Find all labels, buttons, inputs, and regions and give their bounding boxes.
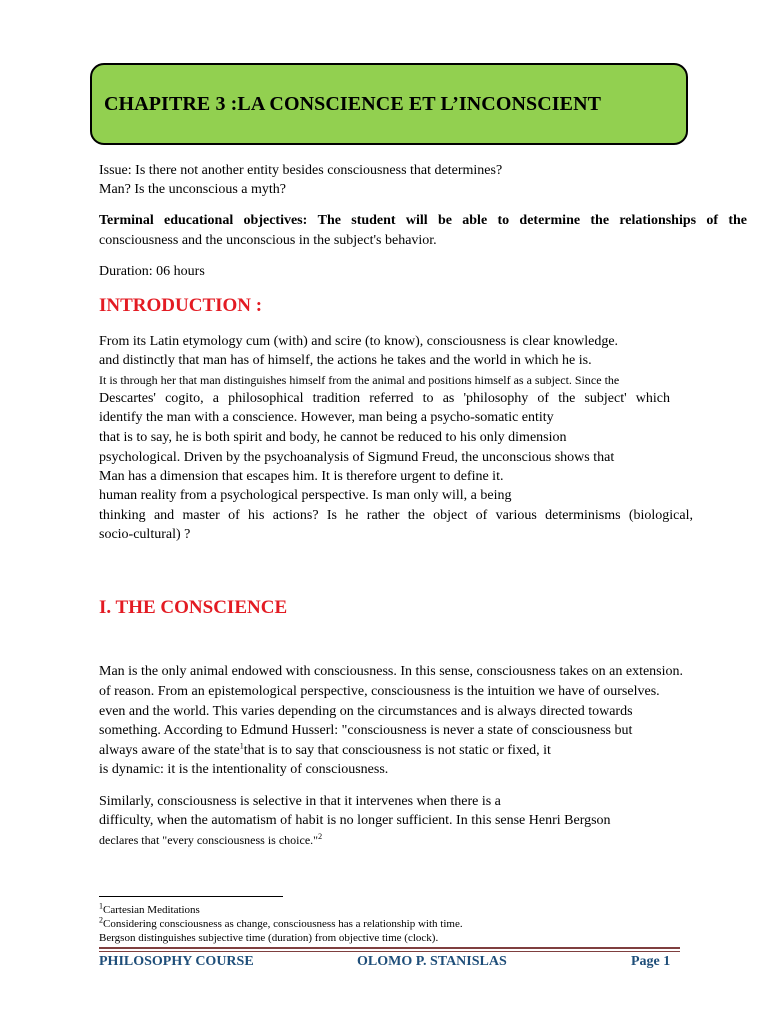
footer-rule <box>99 947 680 949</box>
footer-rule-thin <box>99 951 680 952</box>
footer-author: OLOMO P. STANISLAS <box>357 954 507 969</box>
section-line: of reason. From an epistemological perspective, consciousness is the intuition we have of ourselves. <box>99 684 660 699</box>
footnote-ref-1: 1 <box>239 741 244 751</box>
section-line-with-footnote <box>99 742 551 760</box>
footnote-text: Considering consciousness as change, consciousness has a relationship with time. <box>103 918 463 930</box>
intro-line: and distinctly that man has of himself, the actions he takes and the world in which he is. <box>99 353 592 368</box>
footnote-text: Cartesian Meditations <box>103 904 200 916</box>
issue-line-2: Man? Is the unconscious a myth? <box>99 182 287 197</box>
footnote-number: 1 <box>99 901 103 911</box>
footnote-1 <box>99 903 200 917</box>
intro-line: human reality from a psychological perspective. Is man only will, a being <box>99 488 512 503</box>
section-heading-conscience: I. THE CONSCIENCE <box>99 597 288 618</box>
section-line-with-footnote <box>99 831 322 849</box>
footnote-divider <box>99 896 283 897</box>
section-line: something. According to Edmund Husserl: "consciousness is never a state of consciousness but <box>99 723 633 738</box>
section-text: that is to say that consciousness is not static or fixed, it <box>243 743 551 758</box>
intro-line: From its Latin etymology cum (with) and scire (to know), consciousness is clear knowledge. <box>99 334 619 349</box>
chapter-title-box <box>90 63 688 145</box>
section-text: always aware of the state <box>99 743 240 758</box>
introduction-heading: INTRODUCTION : <box>99 295 263 316</box>
footnote-ref-2: 2 <box>318 832 323 841</box>
objectives-line-2: consciousness and the unconscious in the subject's behavior. <box>99 233 437 248</box>
intro-line: Man has a dimension that escapes him. It is therefore urgent to define it. <box>99 469 504 484</box>
objectives-text-1: The student will be able to determine the relationships of the <box>317 213 748 228</box>
intro-line: It is through her that man distinguishes himself from the animal and positions himself as a subject. Since the <box>99 373 620 387</box>
intro-line: identify the man with a conscience. However, man being a psycho-somatic entity <box>99 410 554 425</box>
section-line: Man is the only animal endowed with consciousness. In this sense, consciousness takes on an extension. <box>99 664 684 679</box>
footnote-3: Bergson distinguishes subjective time (duration) from objective time (clock). <box>99 932 439 944</box>
section-line: Similarly, consciousness is selective in that it intervenes when there is a <box>99 794 501 809</box>
section-line: even and the world. This varies depending on the circumstances and is always directed towards <box>99 704 633 719</box>
footnote-2 <box>99 917 463 931</box>
objectives-label: Terminal educational objectives: <box>99 213 308 228</box>
objectives-line-1 <box>99 212 747 230</box>
duration: Duration: 06 hours <box>99 264 205 279</box>
intro-line: that is to say, he is both spirit and body, he cannot be reduced to his only dimension <box>99 430 567 445</box>
section-text: declares that "every consciousness is choice." <box>99 833 319 847</box>
intro-line: socio-cultural) ? <box>99 527 191 542</box>
intro-line: psychological. Driven by the psychoanalysis of Sigmund Freud, the unconscious shows that <box>99 450 615 465</box>
footer-page-number: Page 1 <box>631 954 671 969</box>
footnote-number: 2 <box>99 915 103 925</box>
intro-line: Descartes' cogito, a philosophical tradition referred to as 'philosophy of the subject' which <box>99 391 670 406</box>
intro-line: thinking and master of his actions? Is he rather the object of various determinisms (biological, <box>99 508 693 523</box>
issue-line-1: Issue: Is there not another entity besides consciousness that determines? <box>99 163 503 178</box>
section-line: is dynamic: it is the intentionality of consciousness. <box>99 762 389 777</box>
chapter-title: CHAPITRE 3 :LA CONSCIENCE ET L’INCONSCIENT <box>104 92 602 115</box>
section-line: difficulty, when the automatism of habit is no longer sufficient. In this sense Henri Bergson <box>99 813 611 828</box>
footer-course: PHILOSOPHY COURSE <box>99 954 254 969</box>
